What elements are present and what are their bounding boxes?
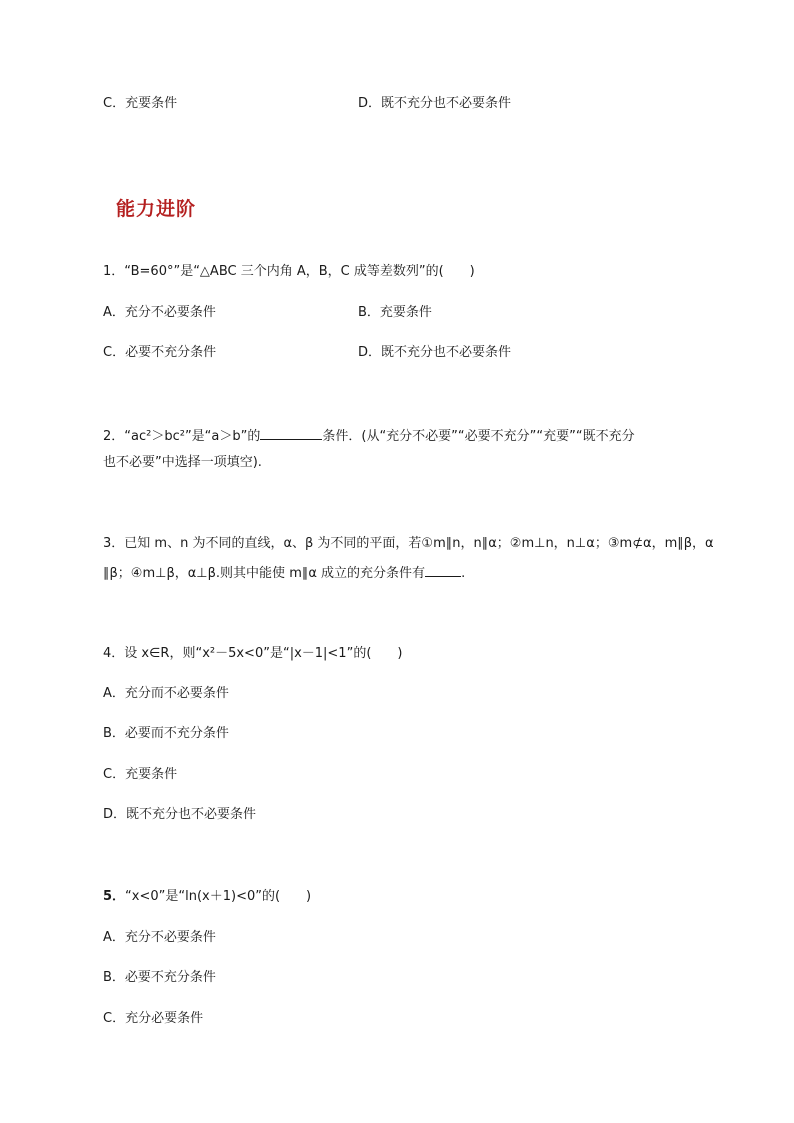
q4-option-a: A．充分而不必要条件 (103, 686, 229, 701)
q4-option-c: C．充要条件 (103, 767, 178, 782)
question-3-line2 (103, 563, 465, 583)
option-c: C．充要条件 (103, 96, 178, 111)
q5-option-a: A．充分不必要条件 (103, 930, 216, 945)
option-d: D．既不充分也不必要条件 (358, 96, 512, 111)
question-4-stem: 4．设 x∈R，则“x²－5x<0”是“|x－1|<1”的( ) (103, 646, 403, 661)
answer-blank (425, 563, 461, 577)
q4-option-d: D．既不充分也不必要条件 (103, 807, 257, 822)
q1-option-a: A．充分不必要条件 (103, 305, 216, 320)
q5-option-c: C．充分必要条件 (103, 1011, 204, 1026)
q3-line2-pre: ∥β；④m⊥β，α⊥β.则其中能使 m∥α 成立的充分条件有 (103, 566, 426, 581)
question-2-line2: 也不必要”中选择一项填空). (103, 455, 262, 470)
question-3-line1: 3．已知 m、n 为不同的直线，α、β 为不同的平面，若①m∥n，n∥α；②m⊥n，n⊥α；③m⊄α，m∥β，α (103, 536, 714, 551)
answer-blank (260, 426, 322, 440)
q3-line2-post: . (461, 566, 466, 581)
q5-number: 5． (103, 889, 126, 904)
q5-option-b: B．必要不充分条件 (103, 970, 216, 985)
section-title: 能力进阶 (116, 198, 197, 220)
q1-option-b: B．充要条件 (358, 305, 432, 320)
q1-option-d: D．既不充分也不必要条件 (358, 345, 512, 360)
question-2-stem (103, 426, 635, 446)
q2-stem-post: 条件．(从“充分不必要”“必要不充分”“充要”“既不充分 (322, 429, 635, 444)
q5-stem-text: “x<0”是“ln(x＋1)<0”的( ) (125, 889, 312, 904)
q2-stem-pre: 2．“ac²＞bc²”是“a＞b”的 (103, 429, 261, 444)
q4-option-b: B．必要而不充分条件 (103, 726, 229, 741)
question-1-stem: 1．“B=60°”是“△ABC 三个内角 A，B，C 成等差数列”的( ) (103, 264, 475, 279)
q1-option-c: C．必要不充分条件 (103, 345, 217, 360)
question-5-stem (103, 888, 311, 906)
